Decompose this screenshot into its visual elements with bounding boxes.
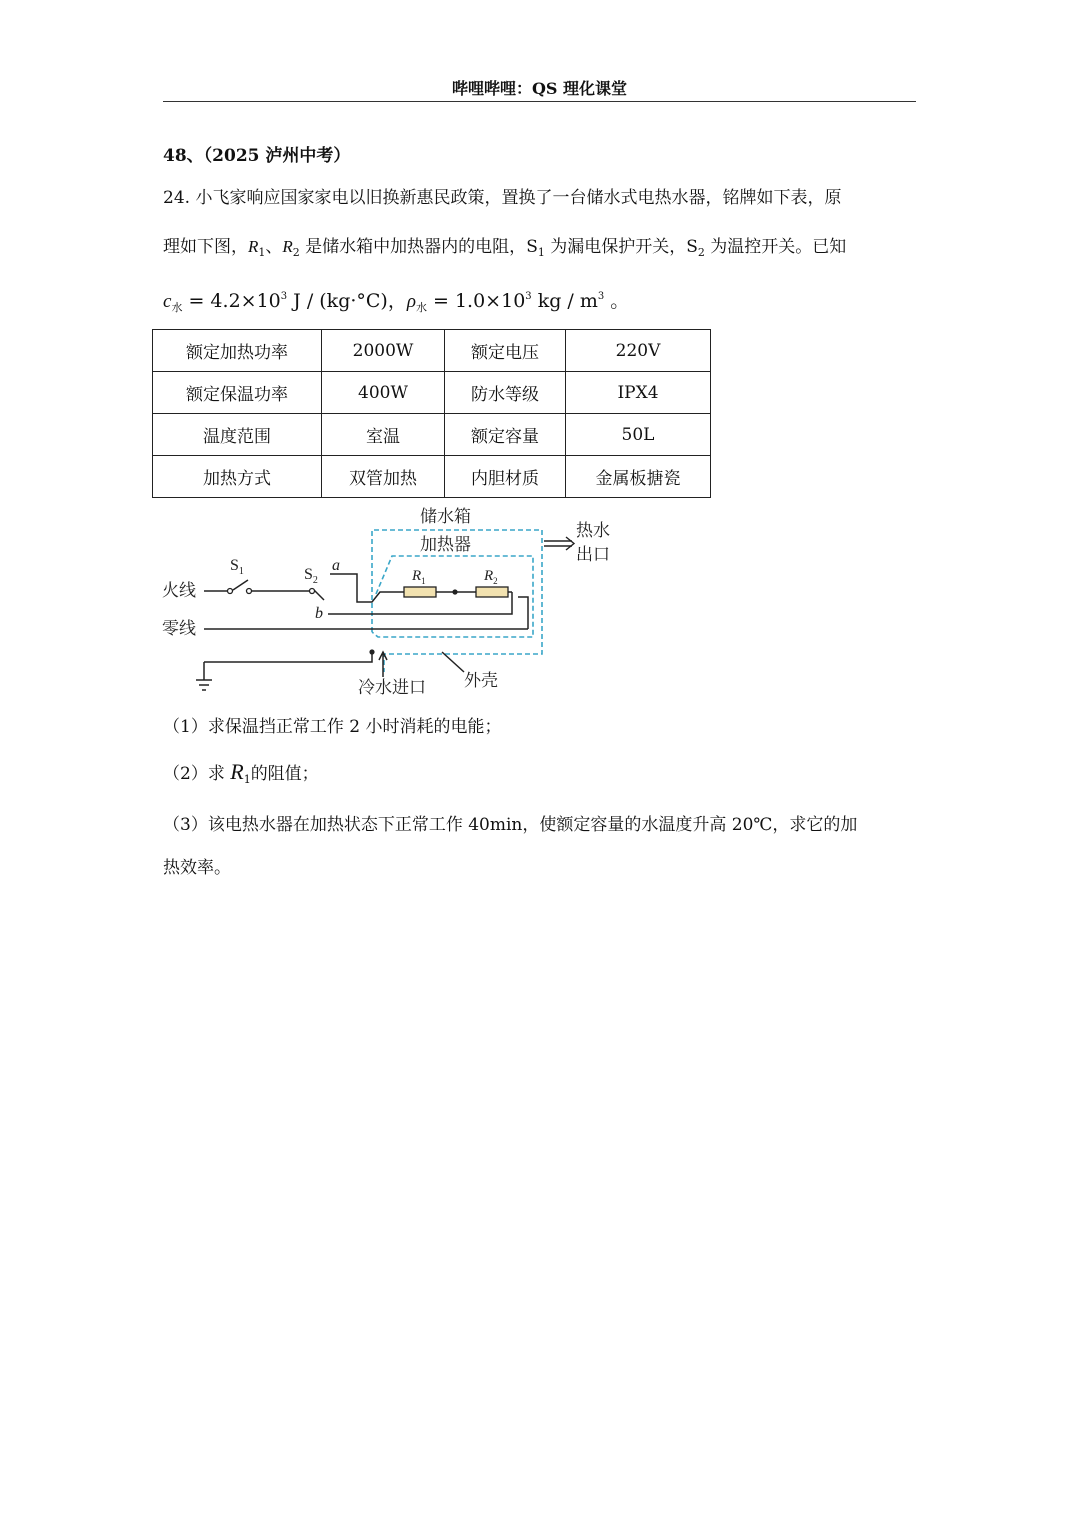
shell-label: 外壳 — [464, 671, 498, 691]
rho-subscript: 水 — [415, 301, 427, 314]
s1-symbol: S — [526, 237, 538, 257]
table-cell: 金属板搪瓷 — [566, 456, 711, 498]
intro-text-b: 是储水箱中加热器内的电阻， — [299, 237, 527, 257]
neutral-wire-label: 零线 — [162, 619, 196, 639]
s1-label: $S_1$ — [230, 557, 244, 577]
hot-water-label: 热水 — [576, 521, 610, 541]
q2-r-symbol: R — [230, 759, 244, 784]
sub-question-3: （3）该电热水器在加热状态下正常工作 40min，使额定容量的水温度升高 20℃，求它的加 — [163, 815, 858, 835]
table-cell: IPX4 — [566, 372, 711, 414]
table-cell: 温度范围 — [153, 414, 322, 456]
contact-b-label: b — [315, 605, 323, 622]
rho-value: = 1.0×10 — [426, 290, 526, 312]
table-cell: 400W — [322, 372, 445, 414]
r1-symbol: R — [248, 237, 259, 256]
s2-contact — [310, 589, 315, 594]
circuit-diagram — [152, 502, 672, 702]
c-exponent: 3 — [280, 291, 288, 302]
r2-symbol: R — [282, 237, 293, 256]
table-row — [153, 414, 711, 456]
sub-question-2 — [163, 759, 319, 786]
table-cell: 额定容量 — [445, 414, 566, 456]
rho-unit-exponent: 3 — [597, 291, 605, 302]
table-cell: 220V — [566, 330, 711, 372]
intro-line-1: 24. 小飞家响应国家家电以旧换新惠民政策，置换了一台储水式电热水器，铭牌如下表，原 — [163, 188, 842, 208]
table-cell: 额定保温功率 — [153, 372, 322, 414]
heater-label: 加热器 — [420, 535, 471, 555]
c-unit: J / (kg·°C)， — [287, 290, 407, 312]
c-symbol: c — [163, 291, 172, 312]
table-row — [153, 372, 711, 414]
outlet-label: 出口 — [576, 545, 610, 565]
rho-exponent: 3 — [525, 291, 532, 302]
s1-subscript: 1 — [537, 246, 545, 259]
question-number: 48、（2025 泸州中考） — [163, 146, 351, 166]
q2-r-subscript: 1 — [243, 773, 251, 786]
hot-water-arrow — [544, 537, 574, 550]
table-cell: 内胆材质 — [445, 456, 566, 498]
r1-label: $R_1$ — [412, 568, 426, 586]
table-cell: 防水等级 — [445, 372, 566, 414]
formula-line — [163, 286, 629, 315]
s2-label: $S_2$ — [304, 566, 318, 586]
table-cell: 室温 — [322, 414, 445, 456]
s1-contact-left — [228, 589, 233, 594]
ground-junction-dot — [369, 649, 374, 654]
intro-text-a: 理如下图， — [163, 237, 248, 257]
s2-symbol: S — [686, 237, 698, 257]
intro-line-2 — [163, 232, 846, 259]
formula-end: 。 — [604, 290, 630, 312]
cold-water-inlet-label: 冷水进口 — [358, 678, 426, 698]
contact-a-label: a — [332, 557, 340, 574]
table-cell: 额定电压 — [445, 330, 566, 372]
rho-unit: kg / m — [531, 290, 598, 312]
table-cell: 2000W — [322, 330, 445, 372]
intro-separator: 、 — [265, 237, 283, 257]
table-row — [153, 330, 711, 372]
junction-dot — [452, 589, 457, 594]
s1-contact-right — [247, 589, 252, 594]
table-cell: 双管加热 — [322, 456, 445, 498]
storage-tank-label: 储水箱 — [420, 507, 471, 527]
sub-question-1: （1）求保温挡正常工作 2 小时消耗的电能； — [163, 717, 502, 737]
rho-symbol: ρ — [406, 291, 416, 312]
intro-text-d: 为温控开关。已知 — [704, 237, 847, 257]
resistor-r1 — [404, 587, 436, 597]
intro-text-c: 为漏电保护开关， — [544, 237, 687, 257]
table-cell: 额定加热功率 — [153, 330, 322, 372]
q2-suffix: 的阻值； — [250, 764, 319, 784]
r1-subscript: 1 — [258, 246, 266, 259]
table-cell: 50L — [566, 414, 711, 456]
s2-subscript: 2 — [697, 246, 705, 259]
r2-label: $R_2$ — [484, 568, 498, 586]
resistor-r2 — [476, 587, 508, 597]
c-subscript: 水 — [171, 301, 183, 314]
live-wire-label: 火线 — [162, 581, 196, 601]
header-divider — [163, 101, 916, 102]
q2-prefix: （2）求 — [163, 764, 231, 784]
c-value: = 4.2×10 — [182, 290, 281, 312]
nameplate-table — [152, 329, 711, 498]
table-row — [153, 456, 711, 498]
r2-subscript: 2 — [292, 246, 300, 259]
table-cell: 加热方式 — [153, 456, 322, 498]
sub-question-3-cont: 热效率。 — [163, 858, 231, 878]
page-header: 哔哩哔哩：QS 理化课堂 — [451, 79, 628, 98]
